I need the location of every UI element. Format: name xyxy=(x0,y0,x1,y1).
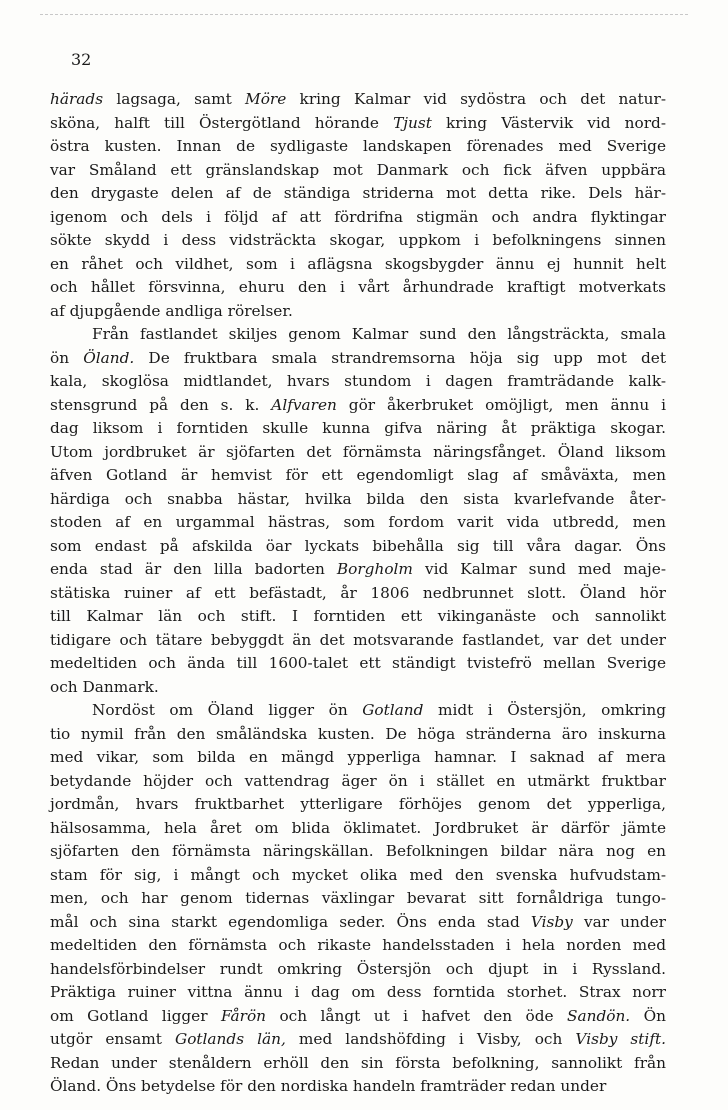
text-run: men, och har genom tidernas växlingar bevarat sitt fornåldriga tungo- xyxy=(50,889,666,907)
text-run: om Gotland ligger xyxy=(50,1006,221,1025)
text-line xyxy=(50,582,666,606)
text-line xyxy=(50,934,666,958)
text-run: Utom jordbruket är sjöfarten det förnämsta näringsfånget. Öland liksom xyxy=(50,442,666,461)
text-line xyxy=(50,441,666,465)
text-line xyxy=(50,770,666,794)
text-run: en råhet och vildhet, som i aflägsna skogsbygder ännu ej hunnit helt xyxy=(50,254,666,273)
text-run: dag liksom i forntiden skulle kunna gifva näring åt präktiga skogar. xyxy=(50,419,666,437)
text-line xyxy=(50,605,666,629)
text-run: som endast på afskilda öar lyckats bibehålla sig till våra dagar. Öns xyxy=(50,536,666,555)
text-run: den drygaste delen af de ständiga striderna mot detta rike. Dels här- xyxy=(50,184,666,202)
text-run: af djupgående andliga rörelser. xyxy=(50,301,293,320)
text-run: Präktiga ruiner vittna ännu i dag om dess forntida storhet. Strax norr xyxy=(50,983,666,1001)
text-line xyxy=(50,135,666,159)
text-line xyxy=(50,676,666,700)
text-run: betydande höjder och vattendrag äger ön i stället en utmärkt fruktbar xyxy=(50,771,666,790)
text-run: stätiska ruiner af ett befästadt, år 1806 nedbrunnet slott. Öland hör xyxy=(50,583,666,602)
text-run: Redan under stenåldern erhöll den sin första befolkning, sannolikt från xyxy=(50,1053,666,1072)
text-run: stoden af en urgammal hästras, som fordom varit vida utbredd, men xyxy=(50,513,666,531)
page-number: 32 xyxy=(71,50,92,69)
text-line xyxy=(50,958,666,982)
text-run: sköna, halft till Östergötland hörande xyxy=(50,113,394,132)
text-run: och Danmark. xyxy=(50,677,159,696)
text-line xyxy=(50,394,666,418)
text-line xyxy=(50,840,666,864)
italic-term: Möre xyxy=(245,90,287,108)
text-run: sjöfarten den förnämsta näringskällan. Befolkningen bildar nära nog en xyxy=(50,842,666,860)
text-line xyxy=(50,981,666,1005)
text-run: Nordöst om Öland ligger ön xyxy=(92,701,363,719)
italic-term: Öland. xyxy=(83,348,135,367)
text-run: medeltiden och ända till 1600-talet ett ständigt tvistefrö mellan Sverige xyxy=(50,654,666,672)
text-run: östra kusten. Innan de sydligaste landskapen förenades med Sverige xyxy=(50,137,666,155)
text-line xyxy=(50,464,666,488)
text-line xyxy=(50,864,666,888)
text-run: jordmån, hvars fruktbarhet ytterligare förhöjes genom det ypperliga, xyxy=(50,795,666,813)
text-line xyxy=(50,206,666,230)
text-line xyxy=(50,300,666,324)
text-run: kring Kalmar vid sydöstra och det natur- xyxy=(286,90,666,108)
text-line xyxy=(50,488,666,512)
paragraph xyxy=(50,323,666,699)
text-run: till Kalmar län och stift. I forntiden ett vikinganäste och sannolikt xyxy=(50,607,666,625)
text-run: vid Kalmar sund med maje- xyxy=(412,560,666,578)
text-run: stam för sig, i mångt och mycket olika med den svenska hufvudstam- xyxy=(50,865,666,884)
text-line xyxy=(50,276,666,300)
text-line xyxy=(50,652,666,676)
italic-term: Borgholm xyxy=(336,560,413,578)
text-run: och hållet försvinna, ehuru den i vårt århundrade kraftigt motverkats xyxy=(50,278,666,296)
text-run: härdiga och snabba hästar, hvilka bilda den sista kvarlefvande åter- xyxy=(50,489,666,508)
page-top-rule xyxy=(40,14,688,15)
italic-term: Alfvaren xyxy=(271,395,337,414)
italic-term: Visby xyxy=(530,912,573,931)
italic-term: Fårön xyxy=(220,1006,267,1025)
text-line xyxy=(50,723,666,747)
text-line xyxy=(50,1052,666,1076)
text-run: Ön xyxy=(630,1006,666,1025)
text-line xyxy=(50,112,666,136)
text-run: tidigare och tätare bebyggdt än det motsvarande fastlandet, var det under xyxy=(50,630,666,649)
text-line xyxy=(50,535,666,559)
paragraph xyxy=(50,699,666,1099)
text-run: midt i Östersjön, omkring xyxy=(423,701,666,719)
text-run: utgör ensamt xyxy=(50,1030,175,1048)
text-run: ön xyxy=(50,348,84,367)
italic-term: härads xyxy=(50,90,104,108)
text-run: kring Västervik vid nord- xyxy=(431,113,666,132)
text-run: med landshöfding i Visby, och xyxy=(285,1030,576,1048)
italic-term: Gotlands län, xyxy=(174,1030,286,1048)
text-run: medeltiden den förnämsta och rikaste handelsstaden i hela norden med xyxy=(50,936,666,954)
text-line xyxy=(50,911,666,935)
text-line xyxy=(50,1005,666,1029)
text-run: kala, skoglösa midtlandet, hvars stundom i dagen framträdande kalk- xyxy=(50,372,666,390)
text-line xyxy=(50,1028,666,1052)
text-run: handelsförbindelser rundt omkring Östersjön och djupt in i Ryssland. xyxy=(50,959,666,978)
italic-term: Tjust xyxy=(393,113,432,132)
text-run: lagsaga, samt xyxy=(103,90,246,108)
italic-term: Gotland xyxy=(362,701,424,719)
text-line xyxy=(50,417,666,441)
italic-term: Sandön. xyxy=(567,1006,631,1025)
text-line xyxy=(50,253,666,277)
text-line xyxy=(50,793,666,817)
text-line xyxy=(50,182,666,206)
text-line xyxy=(50,887,666,911)
text-line xyxy=(50,558,666,582)
text-run: tio nymil från den småländska kusten. De höga stränderna äro inskurna xyxy=(50,724,666,743)
paragraph xyxy=(50,88,666,323)
text-line xyxy=(50,88,666,112)
text-run: De fruktbara smala strandremsorna höja sig upp mot det xyxy=(134,348,666,367)
body-text xyxy=(50,88,666,1099)
text-run: sökte skydd i dess vidsträckta skogar, uppkom i befolkningens sinnen xyxy=(50,231,666,249)
text-line xyxy=(50,347,666,371)
text-line xyxy=(50,323,666,347)
text-run: var Småland ett gränslandskap mot Danmark och fick äfven uppbära xyxy=(50,160,666,179)
italic-term: Visby stift. xyxy=(575,1030,666,1048)
text-run: enda stad är den lilla badorten xyxy=(50,560,337,578)
text-run: med vikar, som bilda en mängd ypperliga hamnar. I saknad af mera xyxy=(50,748,666,766)
text-run: och långt ut i hafvet den öde xyxy=(266,1006,567,1025)
text-run: var under xyxy=(572,912,666,931)
text-line xyxy=(50,699,666,723)
text-line xyxy=(50,159,666,183)
text-run: äfven Gotland är hemvist för ett egendomligt slag af småväxta, men xyxy=(50,466,666,484)
text-run: hälsosamma, hela året om blida öklimatet. Jordbruket är därför jämte xyxy=(50,818,666,837)
text-run: Från fastlandet skiljes genom Kalmar sund den långsträckta, smala xyxy=(92,325,666,343)
text-line xyxy=(50,1075,666,1099)
text-run: gör åkerbruket omöjligt, men ännu i xyxy=(336,395,666,414)
text-line xyxy=(50,629,666,653)
text-run: Öland. Öns betydelse för den nordiska handeln framträder redan under xyxy=(50,1077,607,1095)
text-line xyxy=(50,817,666,841)
text-run: igenom och dels i följd af att fördrifna stigmän och andra flyktingar xyxy=(50,207,666,226)
text-run: mål och sina starkt egendomliga seder. Öns enda stad xyxy=(50,912,531,931)
text-run: stensgrund på den s. k. xyxy=(50,395,272,414)
text-line xyxy=(50,229,666,253)
text-line xyxy=(50,511,666,535)
text-line xyxy=(50,370,666,394)
text-line xyxy=(50,746,666,770)
